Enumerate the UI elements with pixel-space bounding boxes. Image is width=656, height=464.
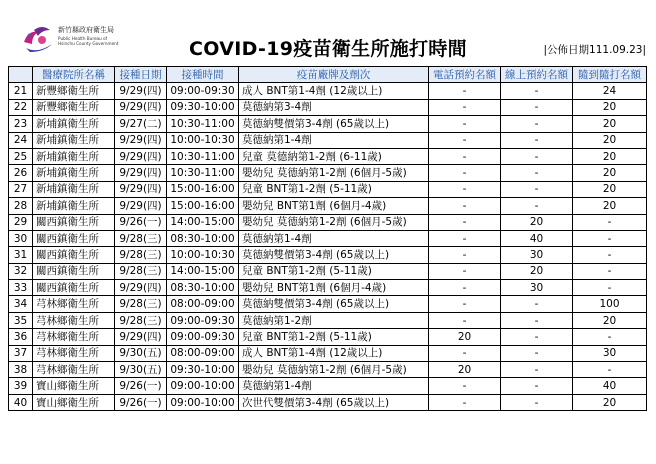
cell-phone-quota: - — [429, 214, 501, 230]
cell-clinic-name: 新豐鄉衛生所 — [33, 83, 115, 99]
logo-name-en-line-2: Hsinchu County Government — [58, 41, 119, 46]
cell-vaccine: 嬰幼兒 莫德納第1-2劑 (6個月-5歲) — [239, 214, 429, 230]
cell-row-number: 29 — [9, 214, 33, 230]
cell-clinic-name: 關西鎮衛生所 — [33, 263, 115, 279]
cell-vaccine: 成人 BNT第1-4劑 (12歲以上) — [239, 83, 429, 99]
cell-date: 9/28(三) — [115, 263, 167, 279]
cell-phone-quota: - — [429, 198, 501, 214]
cell-phone-quota: - — [429, 165, 501, 181]
cell-time: 09:00-09:30 — [167, 329, 239, 345]
cell-online-quota: - — [501, 378, 573, 394]
cell-date: 9/26(一) — [115, 214, 167, 230]
cell-row-number: 36 — [9, 329, 33, 345]
cell-time: 09:00-09:30 — [167, 312, 239, 328]
cell-time: 09:30-10:00 — [167, 362, 239, 378]
cell-date: 9/29(四) — [115, 165, 167, 181]
table-row — [9, 116, 647, 132]
cell-time: 08:30-10:00 — [167, 280, 239, 296]
cell-online-quota: - — [501, 296, 573, 312]
table-row — [9, 230, 647, 246]
cell-date: 9/27(二) — [115, 116, 167, 132]
table-row — [9, 362, 647, 378]
cell-date: 9/29(四) — [115, 132, 167, 148]
column-header-vaccine: 疫苗廠牌及劑次 — [239, 67, 429, 83]
cell-walk-in-quota: 30 — [573, 345, 647, 361]
cell-time: 09:00-10:00 — [167, 378, 239, 394]
cell-date: 9/29(四) — [115, 99, 167, 115]
cell-phone-quota: - — [429, 148, 501, 164]
logo-name-en-line-1: Public Health Bureau of — [58, 36, 108, 41]
cell-vaccine: 嬰幼兒 BNT第1劑 (6個月-4歲) — [239, 198, 429, 214]
cell-vaccine: 莫德納第1-2劑 — [239, 312, 429, 328]
cell-row-number: 33 — [9, 280, 33, 296]
cell-online-quota: - — [501, 99, 573, 115]
cell-clinic-name: 芎林鄉衛生所 — [33, 329, 115, 345]
cell-row-number: 27 — [9, 181, 33, 197]
cell-walk-in-quota: - — [573, 247, 647, 263]
cell-vaccine: 嬰幼兒 莫德納第1-2劑 (6個月-5歲) — [239, 165, 429, 181]
cell-walk-in-quota: 20 — [573, 132, 647, 148]
cell-time: 14:00-15:00 — [167, 263, 239, 279]
cell-online-quota: 40 — [501, 230, 573, 246]
cell-row-number: 35 — [9, 312, 33, 328]
cell-walk-in-quota: - — [573, 280, 647, 296]
cell-clinic-name: 新埔鎮衛生所 — [33, 181, 115, 197]
cell-clinic-name: 新埔鎮衛生所 — [33, 116, 115, 132]
cell-date: 9/29(四) — [115, 280, 167, 296]
cell-clinic-name: 新埔鎮衛生所 — [33, 132, 115, 148]
cell-date: 9/30(五) — [115, 345, 167, 361]
cell-phone-quota: - — [429, 99, 501, 115]
cell-phone-quota: - — [429, 263, 501, 279]
cell-online-quota: - — [501, 148, 573, 164]
cell-row-number: 22 — [9, 99, 33, 115]
cell-row-number: 28 — [9, 198, 33, 214]
cell-walk-in-quota: - — [573, 329, 647, 345]
cell-date: 9/28(三) — [115, 247, 167, 263]
cell-row-number: 21 — [9, 83, 33, 99]
cell-date: 9/29(四) — [115, 148, 167, 164]
table-row — [9, 263, 647, 279]
cell-online-quota: - — [501, 165, 573, 181]
cell-online-quota: - — [501, 83, 573, 99]
cell-vaccine: 次世代雙價第3-4劑 (65歲以上) — [239, 394, 429, 410]
cell-online-quota: - — [501, 312, 573, 328]
table-row — [9, 165, 647, 181]
table-row — [9, 99, 647, 115]
cell-phone-quota: - — [429, 296, 501, 312]
cell-online-quota: - — [501, 345, 573, 361]
table-row — [9, 198, 647, 214]
cell-date: 9/29(四) — [115, 198, 167, 214]
cell-online-quota: - — [501, 132, 573, 148]
column-header-clinic-name: 醫療院所名稱 — [33, 67, 115, 83]
cell-phone-quota: - — [429, 230, 501, 246]
cell-clinic-name: 關西鎮衛生所 — [33, 247, 115, 263]
cell-date: 9/29(四) — [115, 83, 167, 99]
cell-phone-quota: - — [429, 378, 501, 394]
cell-online-quota: 20 — [501, 214, 573, 230]
cell-time: 08:00-09:00 — [167, 296, 239, 312]
cell-date: 9/26(一) — [115, 378, 167, 394]
cell-vaccine: 莫德納第1-4劑 — [239, 132, 429, 148]
cell-clinic-name: 新豐鄉衛生所 — [33, 99, 115, 115]
logo-name-zh: 新竹縣政府衛生局 — [58, 26, 114, 34]
cell-online-quota: - — [501, 362, 573, 378]
cell-walk-in-quota: 20 — [573, 116, 647, 132]
column-header-row-number — [9, 67, 33, 83]
cell-date: 9/29(四) — [115, 329, 167, 345]
cell-time: 09:30-10:00 — [167, 99, 239, 115]
cell-vaccine: 莫德納第1-4劑 — [239, 230, 429, 246]
cell-row-number: 30 — [9, 230, 33, 246]
cell-vaccine: 莫德納第1-4劑 — [239, 378, 429, 394]
cell-walk-in-quota: 20 — [573, 148, 647, 164]
cell-phone-quota: - — [429, 345, 501, 361]
cell-phone-quota: - — [429, 247, 501, 263]
cell-row-number: 37 — [9, 345, 33, 361]
cell-row-number: 24 — [9, 132, 33, 148]
cell-clinic-name: 新埔鎮衛生所 — [33, 148, 115, 164]
cell-vaccine: 兒童 莫德納第1-2劑 (6-11歲) — [239, 148, 429, 164]
cell-row-number: 26 — [9, 165, 33, 181]
cell-clinic-name: 芎林鄉衛生所 — [33, 312, 115, 328]
cell-time: 10:00-10:30 — [167, 132, 239, 148]
column-header-date: 接種日期 — [115, 67, 167, 83]
cell-time: 09:00-10:00 — [167, 394, 239, 410]
cell-phone-quota: - — [429, 312, 501, 328]
cell-clinic-name: 關西鎮衛生所 — [33, 214, 115, 230]
cell-vaccine: 嬰幼兒 莫德納第1-2劑 (6個月-5歲) — [239, 362, 429, 378]
column-header-phone-quota: 電話預約名額 — [429, 67, 501, 83]
cell-time: 10:30-11:00 — [167, 116, 239, 132]
cell-clinic-name: 芎林鄉衛生所 — [33, 296, 115, 312]
table-row — [9, 280, 647, 296]
cell-vaccine: 兒童 BNT第1-2劑 (5-11歲) — [239, 263, 429, 279]
cell-row-number: 23 — [9, 116, 33, 132]
cell-walk-in-quota: - — [573, 263, 647, 279]
cell-vaccine: 兒童 BNT第1-2劑 (5-11歲) — [239, 181, 429, 197]
table-row — [9, 148, 647, 164]
column-header-time: 接種時間 — [167, 67, 239, 83]
table-row — [9, 378, 647, 394]
cell-clinic-name: 新埔鎮衛生所 — [33, 198, 115, 214]
table-row — [9, 312, 647, 328]
cell-vaccine: 莫德納雙價第3-4劑 (65歲以上) — [239, 116, 429, 132]
cell-online-quota: 30 — [501, 280, 573, 296]
cell-date: 9/26(一) — [115, 394, 167, 410]
vaccination-schedule-table — [8, 66, 647, 411]
table-body — [9, 83, 647, 411]
table-row — [9, 247, 647, 263]
cell-walk-in-quota: - — [573, 214, 647, 230]
cell-phone-quota: 20 — [429, 362, 501, 378]
cell-walk-in-quota: 40 — [573, 378, 647, 394]
cell-date: 9/29(四) — [115, 181, 167, 197]
table-row — [9, 394, 647, 410]
cell-time: 08:00-09:00 — [167, 345, 239, 361]
cell-walk-in-quota: 20 — [573, 394, 647, 410]
table-row — [9, 132, 647, 148]
cell-online-quota: - — [501, 394, 573, 410]
cell-row-number: 39 — [9, 378, 33, 394]
cell-clinic-name: 關西鎮衛生所 — [33, 230, 115, 246]
table-header-row — [9, 67, 647, 83]
cell-clinic-name: 芎林鄉衛生所 — [33, 362, 115, 378]
cell-walk-in-quota: 20 — [573, 198, 647, 214]
cell-phone-quota: 20 — [429, 329, 501, 345]
cell-clinic-name: 芎林鄉衛生所 — [33, 345, 115, 361]
cell-online-quota: - — [501, 181, 573, 197]
cell-time: 14:00-15:00 — [167, 214, 239, 230]
cell-walk-in-quota: 20 — [573, 181, 647, 197]
cell-time: 15:00-16:00 — [167, 181, 239, 197]
cell-walk-in-quota: 20 — [573, 99, 647, 115]
cell-clinic-name: 新埔鎮衛生所 — [33, 165, 115, 181]
cell-vaccine: 莫德納第3-4劑 — [239, 99, 429, 115]
cell-walk-in-quota: 20 — [573, 312, 647, 328]
cell-phone-quota: - — [429, 132, 501, 148]
cell-time: 10:30-11:00 — [167, 148, 239, 164]
cell-date: 9/28(三) — [115, 312, 167, 328]
column-header-walk-in-quota: 隨到隨打名額 — [573, 67, 647, 83]
cell-vaccine: 成人 BNT第1-4劑 (12歲以上) — [239, 345, 429, 361]
cell-clinic-name: 寶山鄉衛生所 — [33, 394, 115, 410]
cell-time: 10:00-10:30 — [167, 247, 239, 263]
cell-online-quota: 20 — [501, 263, 573, 279]
cell-walk-in-quota: 100 — [573, 296, 647, 312]
cell-time: 08:30-10:00 — [167, 230, 239, 246]
cell-walk-in-quota: 24 — [573, 83, 647, 99]
cell-date: 9/28(三) — [115, 296, 167, 312]
table-row — [9, 345, 647, 361]
table-row — [9, 329, 647, 345]
cell-phone-quota: - — [429, 83, 501, 99]
cell-clinic-name: 寶山鄉衛生所 — [33, 378, 115, 394]
table-row — [9, 296, 647, 312]
cell-online-quota: - — [501, 116, 573, 132]
cell-online-quota: 30 — [501, 247, 573, 263]
cell-date: 9/30(五) — [115, 362, 167, 378]
cell-walk-in-quota: - — [573, 362, 647, 378]
cell-vaccine: 莫德納雙價第3-4劑 (65歲以上) — [239, 247, 429, 263]
cell-phone-quota: - — [429, 280, 501, 296]
cell-row-number: 31 — [9, 247, 33, 263]
cell-phone-quota: - — [429, 116, 501, 132]
cell-time: 09:00-09:30 — [167, 83, 239, 99]
cell-date: 9/28(三) — [115, 230, 167, 246]
table-row — [9, 83, 647, 99]
cell-phone-quota: - — [429, 394, 501, 410]
cell-time: 15:00-16:00 — [167, 198, 239, 214]
cell-clinic-name: 關西鎮衛生所 — [33, 280, 115, 296]
cell-online-quota: - — [501, 198, 573, 214]
publish-date: |公佈日期111.09.23| — [543, 44, 646, 56]
table-row — [9, 181, 647, 197]
cell-vaccine: 莫德納雙價第3-4劑 (65歲以上) — [239, 296, 429, 312]
column-header-online-quota: 線上預約名額 — [501, 67, 573, 83]
page-title: COVID-19疫苗衛生所施打時間 — [189, 38, 467, 60]
cell-walk-in-quota: - — [573, 230, 647, 246]
table-row — [9, 214, 647, 230]
cell-online-quota: - — [501, 329, 573, 345]
cell-phone-quota: - — [429, 181, 501, 197]
cell-row-number: 40 — [9, 394, 33, 410]
cell-walk-in-quota: 20 — [573, 165, 647, 181]
cell-row-number: 32 — [9, 263, 33, 279]
cell-time: 10:30-11:00 — [167, 165, 239, 181]
cell-row-number: 34 — [9, 296, 33, 312]
cell-row-number: 25 — [9, 148, 33, 164]
cell-vaccine: 兒童 BNT第1-2劑 (5-11歲) — [239, 329, 429, 345]
cell-row-number: 38 — [9, 362, 33, 378]
cell-vaccine: 嬰幼兒 BNT第1劑 (6個月-4歲) — [239, 280, 429, 296]
